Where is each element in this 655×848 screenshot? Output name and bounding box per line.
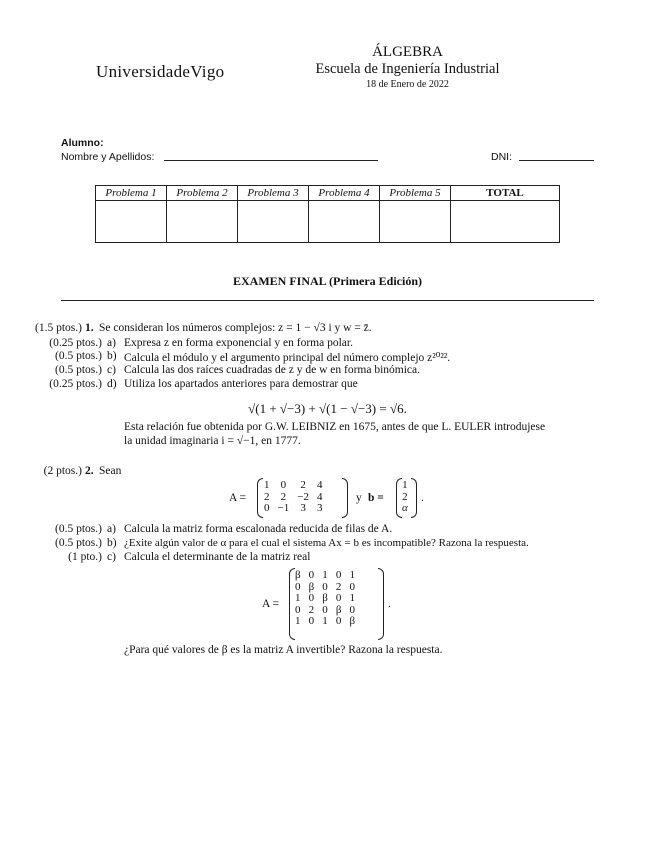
student-heading: Alumno: bbox=[61, 137, 104, 149]
vector-b-label: b = bbox=[368, 492, 384, 504]
p1-note-line1: Esta relación fue obtenida por G.W. LEIBNIZ en 1675, antes de que L. EULER introdujese bbox=[124, 421, 546, 433]
p1-note-line2: la unidad imaginaria i = √−1, en 1777. bbox=[124, 435, 301, 447]
p1d-points: (0.25 ptos.) bbox=[49, 378, 102, 390]
p2-number: 2. bbox=[85, 465, 94, 477]
matrix-end-dot: . bbox=[421, 492, 424, 504]
p2b-letter: b) bbox=[107, 537, 117, 549]
p1-statement: Se consideran los números complejos: z = 1 − √3 i y w = z̄. bbox=[99, 322, 372, 334]
vector-row: α bbox=[402, 502, 408, 514]
p2a-text: Calcula la matriz forma escalonada reducida de filas de A. bbox=[124, 523, 393, 535]
conjunction: y bbox=[356, 492, 362, 504]
p1-number: 1. bbox=[85, 322, 94, 334]
grade-cell[interactable] bbox=[309, 201, 380, 243]
p1b-points: (0.5 ptos.) bbox=[55, 350, 102, 362]
university-logo bbox=[96, 62, 224, 82]
p1a-letter: a) bbox=[107, 337, 116, 349]
matrix-row: 1 0 β 0 1 bbox=[295, 592, 355, 604]
matrix-a-label: A = bbox=[229, 492, 247, 504]
logo-text: UniversidadeVigo bbox=[96, 62, 225, 81]
p1d-text: Utiliza los apartados anteriores para demostrar que bbox=[124, 378, 358, 390]
grade-cell[interactable] bbox=[167, 201, 238, 243]
p1b-text: Calcula el módulo y el argumento principal del número complejo z²⁰²². bbox=[124, 352, 451, 364]
matrix2-end-dot: . bbox=[388, 598, 391, 610]
p2a-points: (0.5 ptos.) bbox=[55, 523, 102, 535]
dni-label: DNI: bbox=[491, 151, 512, 163]
matrix-row: 0 −1 3 3 bbox=[264, 502, 323, 514]
exam-title: EXAMEN FINAL (Primera Edición) bbox=[233, 274, 422, 288]
p1-equation: √(1 + √−3) + √(1 − √−3) = √6. bbox=[248, 401, 407, 416]
header-problem-2: Problema 2 bbox=[167, 186, 238, 201]
matrix-a bbox=[260, 480, 326, 515]
p2-points: (2 ptos.) bbox=[43, 465, 82, 477]
grade-cell[interactable] bbox=[380, 201, 451, 243]
p2c-letter: c) bbox=[107, 551, 116, 563]
p1d-letter: d) bbox=[107, 378, 117, 390]
name-label: Nombre y Apellidos: bbox=[61, 151, 155, 163]
subject-title: ÁLGEBRA bbox=[372, 44, 443, 60]
p1-points: (1.5 ptos.) bbox=[35, 322, 82, 334]
header-problem-5: Problema 5 bbox=[380, 186, 451, 201]
header-problem-3: Problema 3 bbox=[238, 186, 309, 201]
vector-row: 2 bbox=[402, 490, 408, 503]
dni-field-line[interactable] bbox=[519, 160, 594, 161]
matrix-2 bbox=[291, 570, 359, 628]
p2b-points: (0.5 ptos.) bbox=[55, 537, 102, 549]
title-divider bbox=[61, 300, 594, 301]
vector-row: 1 bbox=[402, 479, 408, 491]
p2b-text: ¿Exite algún valor de α para el cual el sistema Ax = b es incompatible? Razona la respuesta. bbox=[124, 537, 529, 549]
matrix-row: 1 0 2 4 bbox=[264, 479, 323, 491]
header-problem-4: Problema 4 bbox=[309, 186, 380, 201]
name-field-line[interactable] bbox=[164, 160, 378, 161]
p2c-text: Calcula el determinante de la matriz real bbox=[124, 551, 311, 563]
matrix-row: β 0 1 0 1 bbox=[295, 569, 355, 581]
p2-question: ¿Para qué valores de β es la matriz A invertible? Razona la respuesta. bbox=[124, 644, 443, 656]
p2c-points: (1 pto.) bbox=[68, 551, 102, 563]
matrix-row: 1 0 1 0 β bbox=[295, 615, 356, 627]
matrix-row: 0 β 0 2 0 bbox=[295, 580, 355, 593]
p1c-points: (0.5 ptos.) bbox=[55, 364, 102, 376]
p1c-letter: c) bbox=[107, 364, 116, 376]
grades-table bbox=[95, 185, 560, 243]
grade-cell[interactable] bbox=[238, 201, 309, 243]
matrix-a-right-paren bbox=[342, 478, 348, 518]
matrix-row: 2 2 −2 4 bbox=[264, 490, 323, 503]
exam-date: 18 de Enero de 2022 bbox=[366, 79, 449, 90]
p2-statement: Sean bbox=[99, 465, 122, 477]
p1a-points: (0.25 ptos.) bbox=[49, 337, 102, 349]
p1a-text: Expresa z en forma exponencial y en forma polar. bbox=[124, 337, 353, 349]
matrix-row: 0 2 0 β 0 bbox=[295, 603, 355, 616]
vector-b-right-paren bbox=[411, 478, 417, 518]
vector-b bbox=[398, 480, 412, 515]
header-problem-1: Problema 1 bbox=[96, 186, 167, 201]
header-total: TOTAL bbox=[451, 186, 560, 201]
grade-cell[interactable] bbox=[96, 201, 167, 243]
p2a-letter: a) bbox=[107, 523, 116, 535]
p1b-letter: b) bbox=[107, 350, 117, 362]
p1c-text: Calcula las dos raíces cuadradas de z y de w en forma binómica. bbox=[124, 364, 421, 376]
grade-cell[interactable] bbox=[451, 201, 560, 243]
school-name: Escuela de Ingeniería Industrial bbox=[315, 61, 500, 77]
matrix2-right-paren bbox=[378, 568, 384, 640]
matrix2-label: A = bbox=[262, 598, 280, 610]
